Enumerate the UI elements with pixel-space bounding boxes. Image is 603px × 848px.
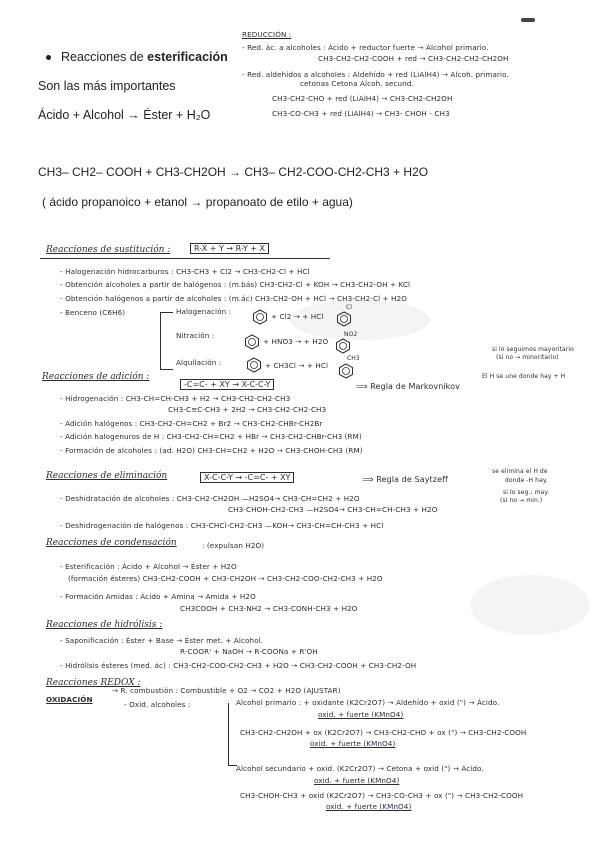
- reduccion-line: CH3-CO-CH3 + red (LiAlH4) → CH3- CHOH - CH3: [272, 109, 450, 118]
- typed-line-1: Son las más importantes: [38, 79, 176, 93]
- adicion-note: El H se une donde hay + H: [482, 373, 566, 380]
- benzene-reaction: + Cl2 → + HCl: [271, 312, 324, 321]
- redox-bracket: [228, 703, 237, 766]
- redox-secundario-eq: CH3-CHOH-CH3 + oxid (K2Cr2O7) → CH3-CO-CH3 + ox (") → CH3-CH2-COOH: [240, 791, 524, 800]
- eliminacion-head: Reacciones de eliminación: [46, 471, 168, 481]
- eliminacion-line: CH3-CHOH-CH2-CH3 —H2SO4→ CH3-CH=CH-CH3 + H2O: [228, 505, 438, 514]
- benzene-reaction: + HNO3 → + H2O: [263, 337, 329, 346]
- hidrolisis-line: - Hidrólisis ésteres (med. ác) : CH3-CH2-COO-CH2-CH3 + H2O → CH3-CH2-COOH + CH3-CH2-OH: [60, 661, 417, 670]
- benzene-reaction: + CH3Cl → + HCl: [265, 361, 329, 370]
- ink-mark: [521, 18, 535, 22]
- eliminacion-note: si lo seg.: may.: [503, 489, 550, 496]
- reduccion-line: CH3-CH2-CHO + red (LiAlH4) → CH3-CH2-CH2OH: [272, 94, 453, 103]
- redox-head: Reacciones REDOX :: [46, 678, 141, 688]
- eliminacion-box: X-C-C-Y → -C=C- + XY: [200, 472, 294, 483]
- hidrolisis-head: Reacciones de hidrólisis :: [46, 620, 163, 630]
- condensacion-line: CH3COOH + CH3-NH2 → CH3-CONH-CH3 + H2O: [180, 604, 358, 613]
- reduccion-line: - Red. ác. a alcoholes : Ácido + reductor fuerte → Alcohol primario.: [242, 43, 489, 52]
- redox-line: → R. combustión : Combustible + O2 → CO2 + H2O (AJUSTAR): [112, 686, 341, 695]
- title-prefix: Reacciones de: [61, 50, 148, 64]
- redox-secundario: Alcohol secundario + oxid. (K2Cr2O7) → Cetona + oxid (") → Ácido.: [236, 764, 484, 773]
- benzene-bracket: [160, 312, 173, 370]
- redox-line: - Oxid. alcoholes :: [124, 700, 191, 709]
- adicion-line: - Adición halógenos : CH3-CH2-CH=CH2 + Br2 → CH3-CH2-CHBr-CH2Br: [60, 419, 323, 428]
- redox-primario: Alcohol primario : + oxidante (K2Cr2O7) → Aldehído + oxid (") → Ácido.: [236, 698, 500, 707]
- benzene-substituent: Cl: [346, 304, 353, 311]
- adicion-box: -C=C- + XY → X-C-C-Y: [180, 379, 274, 390]
- eliminacion-note: donde -H hay.: [505, 477, 548, 484]
- eliminacion-line: - Deshidrogenación de halógenos : CH3-CHCl-CH2-CH3 —KOH→ CH3-CH=CH-CH3 + HCl: [60, 521, 384, 530]
- redox-secundario-under: oxid. + fuerte (KMnO4): [326, 802, 412, 811]
- redox-primario-under: oxid. + fuerte (KMnO4): [310, 739, 396, 748]
- title-bold: esterificación: [147, 50, 228, 64]
- adicion-line: - Hidrogenación : CH3-CH=CH-CH3 + H2 → CH3-CH2-CH2-CH3: [60, 394, 291, 403]
- hidrolisis-line: R-COOR' + NaOH → R-COONa + R'OH: [180, 647, 318, 656]
- adicion-line: - Formación de alcoholes : (ad. H2O) CH3-CH=CH2 + H2O → CH3-CHOH-CH3 (RM): [60, 446, 363, 455]
- esterification-title: [46, 50, 228, 64]
- typed-names: ( ácido propanoico + etanol → propanoato de etilo + agua): [42, 195, 353, 209]
- underline: [40, 258, 330, 259]
- typed-line-2: Ácido + Alcohol → Éster + H₂O: [38, 108, 211, 122]
- condensacion-line: - Formación Amidas : Ácido + Amina → Amida + H2O: [60, 592, 256, 601]
- reduccion-line: - Red. aldehídos a alcoholes : Aldehído + red (LiAlH4) → Alcoh. primario.: [242, 70, 509, 79]
- benzene-ring-icon: [246, 357, 262, 373]
- typed-equation: CH3– CH2– COOH + CH3-CH2OH → CH3– CH2-COO-CH2-CH3 + H2O: [38, 165, 429, 179]
- redox-primario-under: oxid. + fuerte (KMnO4): [318, 710, 404, 719]
- reduccion-line: CH3-CH2-CH2-COOH + red → CH3-CH2-CH2-CH2OH: [318, 54, 509, 63]
- bullet-icon: [46, 55, 51, 60]
- benzene-substituent: CH3: [347, 355, 360, 362]
- redox-secundario-under: oxid. + fuerte (KMnO4): [314, 776, 400, 785]
- adicion-line: CH3-C≡C-CH3 + 2H2 → CH3-CH2-CH2-CH3: [168, 405, 327, 414]
- benzene-alquilacion: Alquilación :: [176, 358, 222, 367]
- adicion-head: Reacciones de adición :: [42, 372, 150, 382]
- benzene-ring-icon: [335, 338, 351, 354]
- sustitucion-line: - Obtención halógenos a partir de alcoholes : (m.ác) CH3-CH2-OH + HCl → CH3-CH2-Cl + H2O: [60, 294, 407, 303]
- adicion-note: si lo seguimos mayoritario: [492, 346, 574, 353]
- condensacion-head: Reacciones de condensación: [46, 538, 177, 548]
- eliminacion-note: (si no → min.): [500, 497, 543, 504]
- condensacion-line: (formación ésteres) CH3-CH2-COOH + CH3-CH2OH → CH3-CH2-COO-CH2-CH3 + H2O: [68, 574, 383, 583]
- condensacion-line: - Esterificación : Ácido + Alcohol → Éster + H2O: [60, 562, 237, 571]
- adicion-note: (si no → minoritario): [496, 354, 559, 361]
- sustitucion-line: - Halogenación hidrocarburos : CH3-CH3 + Cl2 → CH3-CH2-Cl + HCl: [60, 267, 310, 276]
- benzene-nitracion: Nitración :: [176, 331, 215, 340]
- benzene-ring-icon: [252, 309, 268, 325]
- benzene-halogenacion: Halogenación :: [176, 307, 232, 316]
- adicion-line: - Adición halogenuros de H : CH3-CH2-CH=CH2 + HBr → CH3-CH2-CHBr-CH3 (RM): [60, 432, 362, 441]
- redox-primario-eq: CH3-CH2-CH2OH + ox (K2Cr2O7) → CH3-CH2-CHO + ox (") → CH3-CH2-COOH: [240, 728, 527, 737]
- page-smudge: [470, 575, 590, 635]
- sustitucion-box: R-X + Y → R-Y + X: [190, 243, 269, 254]
- reduccion-line: cetonas Cetona Alcoh. secund.: [300, 79, 414, 88]
- eliminacion-line: - Deshidratación de alcoholes : CH3-CH2-CH2OH —H2SO4→ CH3-CH=CH2 + H2O: [60, 494, 360, 503]
- sustitucion-line: - Benceno (C6H6): [60, 308, 126, 317]
- hidrolisis-line: - Saponificación : Éster + Base → Éster met. + Alcohol.: [60, 636, 264, 645]
- eliminacion-note: se elimina el H de: [492, 468, 548, 475]
- benzene-ring-icon: [336, 311, 352, 327]
- reduccion-head: REDUCCIÓN :: [242, 30, 292, 39]
- eliminacion-rule: ⟹ Regla de Saytzeff: [362, 475, 448, 484]
- sustitucion-line: - Obtención alcoholes a partir de halógenos : (m.bás) CH3-CH2-Cl + KOH → CH3-CH2-OH + KCl: [60, 280, 411, 289]
- condensacion-note: : (expulsan H2O): [202, 541, 265, 550]
- adicion-rule: ⟹ Regla de Markovnikov: [356, 382, 460, 391]
- benzene-ring-icon: [338, 363, 354, 379]
- sustitucion-head: Reacciones de sustitución :: [46, 245, 171, 255]
- oxidacion-label: OXIDACIÓN: [46, 695, 93, 704]
- benzene-substituent: NO2: [344, 331, 358, 338]
- benzene-ring-icon: [244, 334, 260, 350]
